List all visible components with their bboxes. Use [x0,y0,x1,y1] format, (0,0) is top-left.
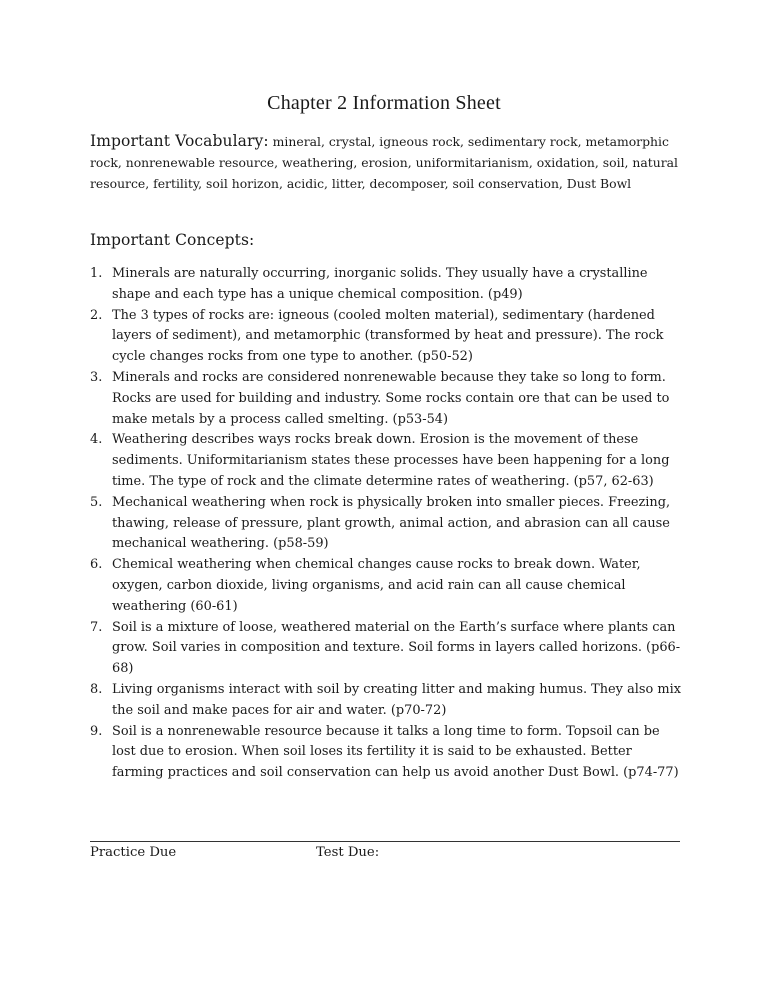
list-item [90,680,682,722]
list-item-number: 7. [90,619,103,635]
list-item [90,264,682,306]
vocabulary-heading: Important Vocabulary: [90,132,269,150]
list-item [90,306,682,368]
concepts-heading: Important Concepts: [90,231,255,249]
list-item-text: Living organisms interact with soil by creating litter and making humus. They also mix the soil and make paces for air and water. (p70-72) [112,681,681,718]
list-item-number: 2. [90,307,103,323]
list-item-number: 1. [90,266,103,281]
list-item-text: Soil is a mixture of loose, weathered material on the Earth’s surface where plants can grow. Soil varies in composition and texture. Soil forms in layers called horizons. (p66-68) [112,619,681,677]
list-item [90,368,682,430]
list-item-number: 8. [90,681,103,697]
list-item-text: Mechanical weathering when rock is physically broken into smaller pieces. Freezing, thawing, release of pressure, plant growth, animal action, and abrasion can all cause mechanical weathering. (p58-59) [112,494,671,552]
list-item [90,618,682,680]
test-due-label: Test Due: [316,845,380,860]
list-item-text: Weathering describes ways rocks break down. Erosion is the movement of these sediments. Uniformitarianism states these processes have been happening for a long time. The type of rock and the climate determine rates of weathering. (p57, 62-63) [112,432,670,489]
list-item-number: 4. [90,432,103,448]
list-item [90,722,682,784]
list-item-text: Soil is a nonrenewable resource because it talks a long time to form. Topsoil can be lost due to erosion. When soil loses its fertility it is said to be exhausted. Better farming practices and soil conservation can help us avoid another Dust Bowl. (p74-77) [112,723,679,781]
practice-due-label: Practice Due [90,845,177,860]
list-item-number: 5. [90,494,103,510]
footer-divider [90,841,680,842]
page-title: Chapter 2 Information Sheet [267,92,501,114]
concepts-list [90,264,682,784]
list-item-text: Minerals are naturally occurring, inorganic solids. They usually have a crystalline shape and each type has a unique chemical composition. (p49) [112,266,648,302]
list-item [90,493,682,555]
vocabulary-terms: mineral, crystal, igneous rock, sedimentary rock, metamorphic rock, nonrenewable resource, weathering, erosion, uniformitarianism, oxidation, soil, natural resource, fertility, soil horizon, acidic, litter, decomposer, soil conservation, Dust Bowl [90,134,679,191]
vocabulary-section [90,131,686,194]
list-item-text: Minerals and rocks are considered nonrenewable because they take so long to form. Rocks are used for building and industry. Some rocks contain ore that can be used to make metals by a process called smelting. (p53-54) [112,369,670,427]
list-item [90,555,682,617]
list-item-text: The 3 types of rocks are: igneous (cooled molten material), sedimentary (hardened layers of sediment), and metamorphic (transformed by heat and pressure). The rock cycle changes rocks from one type to another. (p50-52) [112,307,664,365]
list-item-number: 3. [90,369,103,385]
list-item [90,430,682,492]
list-item-number: 9. [90,723,103,739]
list-item-number: 6. [90,557,103,573]
list-item-text: Chemical weathering when chemical changes cause rocks to break down. Water, oxygen, carbon dioxide, living organisms, and acid rain can all cause chemical weathering (60-61) [112,557,641,614]
